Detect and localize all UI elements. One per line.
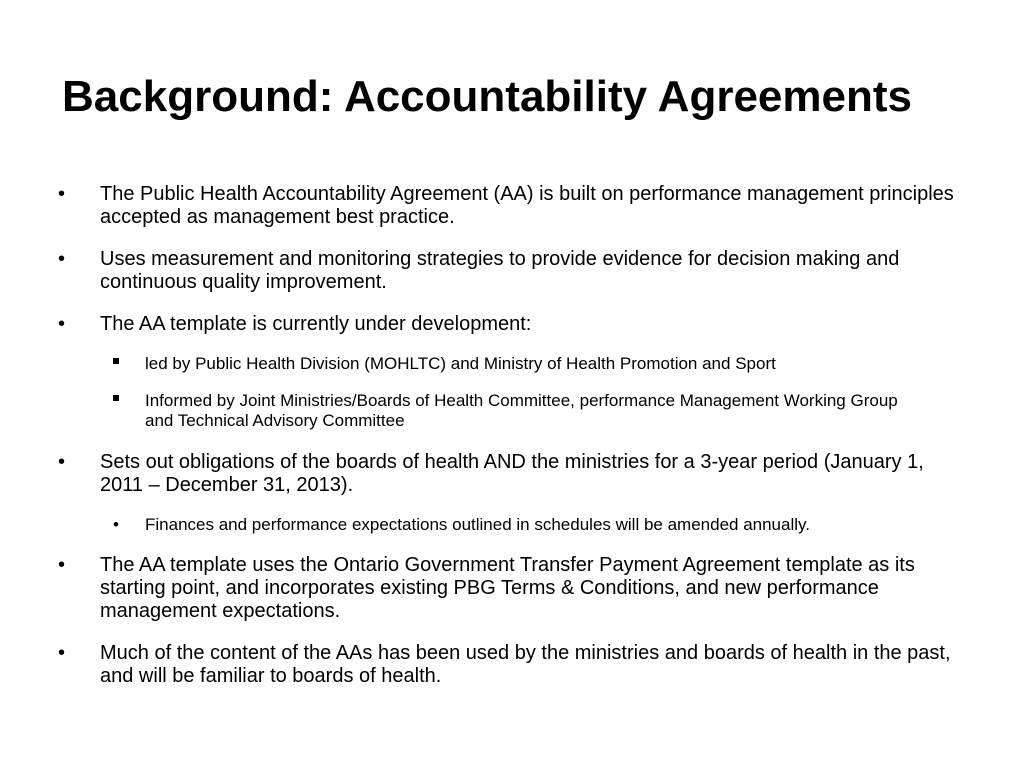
square-bullet-icon — [113, 395, 119, 401]
sub-bullet-text: Informed by Joint Ministries/Boards of Health Committee, performance Management Working Group and Technical Advisory Committee — [145, 391, 898, 430]
bullet-text: The Public Health Accountability Agreement (AA) is built on performance management principles accepted as management best practice. — [100, 183, 954, 228]
bullet-item — [0, 313, 966, 336]
bullet-item — [0, 248, 966, 294]
bullet-marker: • — [113, 515, 119, 534]
bullet-list — [0, 183, 1024, 707]
bullet-marker: • — [58, 642, 66, 664]
bullet-text: Sets out obligations of the boards of health AND the ministries for a 3-year period (January 1, 2011 – December 31, 2013). — [100, 451, 924, 496]
bullet-marker: • — [58, 248, 66, 270]
sub-bullet-text: Finances and performance expectations outlined in schedules will be amended annually. — [145, 515, 810, 534]
bullet-item — [0, 642, 966, 688]
sub-bullet-text: led by Public Health Division (MOHLTC) and Ministry of Health Promotion and Sport — [145, 354, 776, 373]
square-bullet-icon — [113, 358, 119, 364]
sub-bullet-item — [0, 515, 905, 535]
bullet-text: The AA template uses the Ontario Government Transfer Payment Agreement template as its starting point, and incorporates existing PBG Terms & Conditions, and new performance management expectations. — [100, 554, 915, 622]
sub-bullet-item — [0, 354, 905, 374]
bullet-marker: • — [58, 183, 66, 205]
bullet-item — [0, 451, 966, 497]
sub-bullet-item — [0, 391, 905, 431]
bullet-marker: • — [58, 451, 66, 473]
bullet-marker: • — [58, 554, 66, 576]
bullet-text: Uses measurement and monitoring strategies to provide evidence for decision making and continuous quality improvement. — [100, 248, 900, 293]
bullet-text: The AA template is currently under development: — [100, 313, 532, 335]
slide-title: Background: Accountability Agreements — [62, 72, 912, 121]
bullet-text: Much of the content of the AAs has been used by the ministries and boards of health in the past, and will be familiar to boards of health. — [100, 642, 951, 687]
bullet-marker: • — [58, 313, 66, 335]
bullet-item — [0, 183, 966, 229]
bullet-item — [0, 554, 966, 623]
